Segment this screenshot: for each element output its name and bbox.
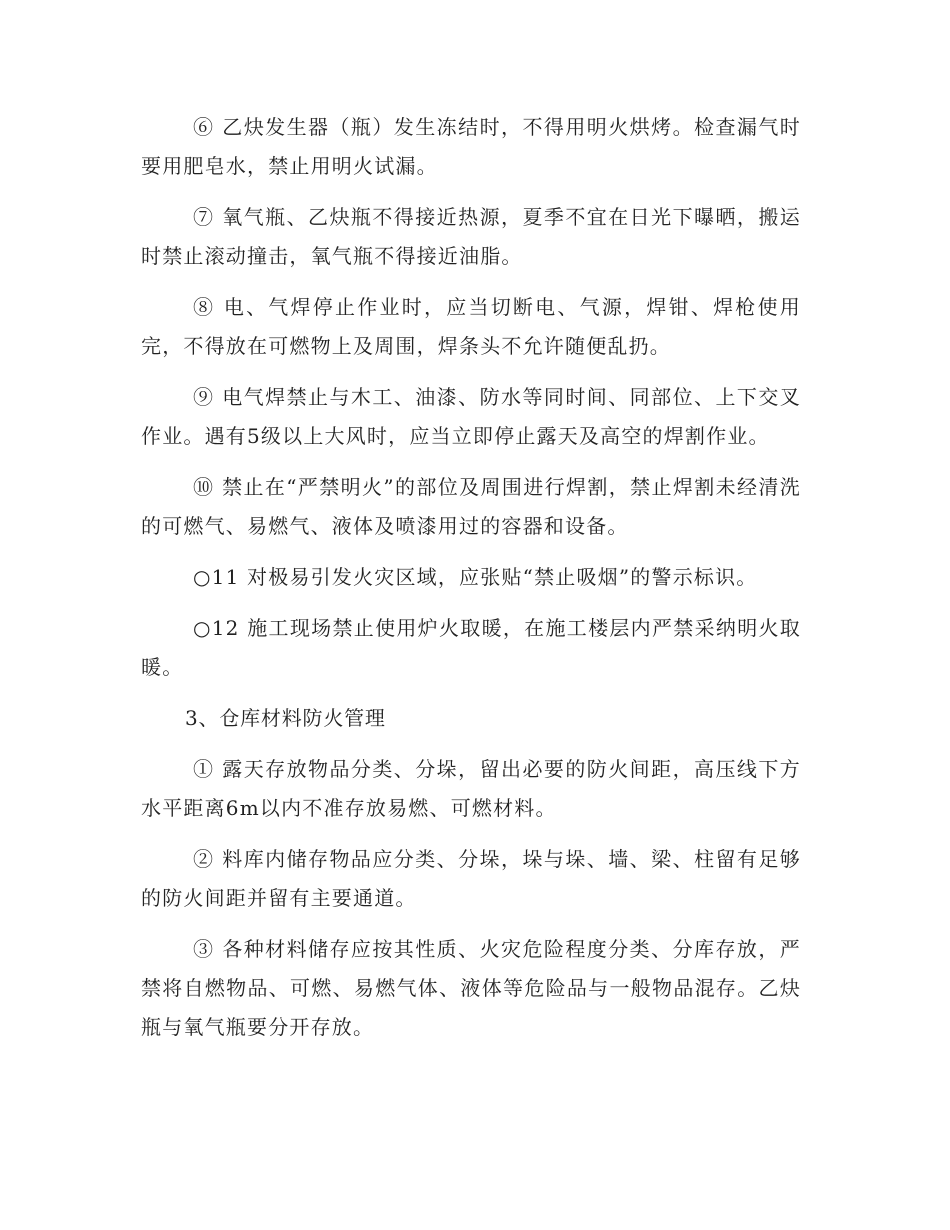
paragraph-item-6: ⑥ 乙炔发生器（瓶）发生冻结时，不得用明火烘烤。检查漏气时要用肥皂水，禁止用明火试漏。 <box>141 115 801 178</box>
section-heading: 3、仓库材料防火管理 <box>185 706 386 730</box>
document-body <box>141 108 801 1047</box>
paragraph-item-10: ⑩ 禁止在“严禁明火”的部位及周围进行焊割，禁止焊割未经清洗的可燃气、易燃气、液体及喷漆用过的容器和设备。 <box>141 475 801 538</box>
paragraph-item-8: ⑧ 电、气焊停止作业时，应当切断电、气源，焊钳、焊枪使用完，不得放在可燃物上及周围，焊条头不允许随便乱扔。 <box>141 295 801 358</box>
paragraph-item-q2: ② 料库内储存物品应分类、分垛，垛与垛、墙、梁、柱留有足够的防火间距并留有主要通道。 <box>141 847 801 910</box>
paragraph-item-7: ⑦ 氧气瓶、乙炔瓶不得接近热源，夏季不宜在日光下曝晒，搬运时禁止滚动撞击，氧气瓶不得接近油脂。 <box>141 205 801 268</box>
paragraph-item-q3: ③ 各种材料储存应按其性质、火灾危险程度分类、分库存放，严禁将自燃物品、可燃、易燃气体、液体等危险品与一般物品混存。乙炔瓶与氧气瓶要分开存放。 <box>141 937 801 1039</box>
paragraph-item-q1: ① 露天存放物品分类、分垛，留出必要的防火间距，高压线下方水平距离6m以内不准存放易燃、可燃材料。 <box>141 757 801 820</box>
paragraph-item-9: ⑨ 电气焊禁止与木工、油漆、防水等同时间、同部位、上下交叉作业。遇有5级以上大风时，应当立即停止露天及高空的焊割作业。 <box>141 385 801 448</box>
paragraph-item-11: ○11 对极易引发火灾区域，应张贴“禁止吸烟”的警示标识。 <box>193 565 758 589</box>
paragraph-item-12: ○12 施工现场禁止使用炉火取暖，在施工楼层内严禁采纳明火取暖。 <box>141 616 801 679</box>
